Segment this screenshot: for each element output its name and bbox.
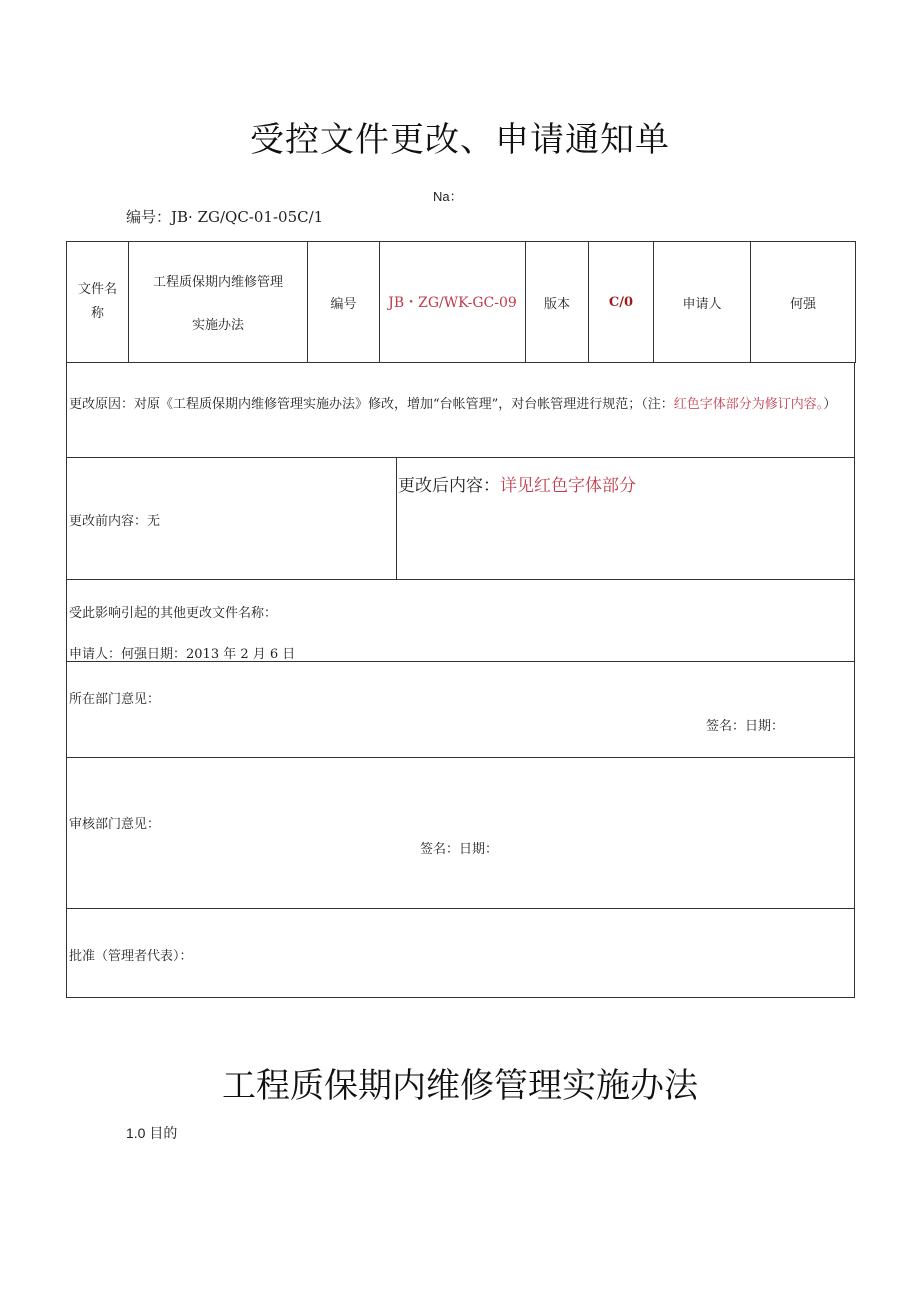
- approval-section: [66, 909, 855, 998]
- no-label: Na：: [433, 189, 463, 204]
- header-table: [66, 241, 856, 363]
- approval-label: 批准（管理者代表）：: [69, 949, 193, 964]
- reason-red-note: 红色字体部分为修订内容。: [673, 397, 824, 412]
- affected-files-label: 受此影响引起的其他更改文件名称：: [69, 606, 278, 621]
- applicant-date-line: 申请人：何强日期：2013 年 2 月 6 日: [69, 647, 296, 662]
- section-heading-purpose: 1.0 目的: [126, 1125, 178, 1141]
- department-opinion-section: [66, 662, 855, 758]
- applicant-label: 申请人: [654, 242, 751, 363]
- procedure-title: 工程质保期内维修管理实施办法: [222, 1066, 698, 1106]
- after-value: 详见红色字体部分: [500, 476, 636, 496]
- file-name-value: 工程质保期内维修管理 实施办法: [129, 242, 308, 363]
- affected-files-section: [66, 580, 855, 662]
- document-title: 受控文件更改、申请通知单: [250, 120, 670, 160]
- reason-text: 更改原因：对原《工程质保期内维修管理实施办法》修改，增加“台帐管理”，对台帐管理进行规范；（注：: [69, 397, 674, 412]
- review-opinion-section: [66, 758, 855, 909]
- document-code: 编号：JB· ZG/QC-01-05C/1: [126, 208, 324, 226]
- department-opinion-label: 所在部门意见：: [69, 692, 161, 707]
- after-content: [398, 471, 636, 496]
- change-reason-section: [66, 363, 855, 458]
- applicant-value: 何强: [751, 242, 856, 363]
- reason-close: ）: [823, 397, 837, 412]
- version-label: 版本: [526, 242, 589, 363]
- change-content-section: [66, 458, 855, 580]
- file-name-label: 文件名称: [67, 242, 129, 363]
- department-sign-date: 签名：日期：: [706, 719, 785, 734]
- version-value: C/0: [589, 242, 654, 363]
- number-label: 编号: [308, 242, 380, 363]
- after-label: 更改后内容：: [398, 476, 500, 496]
- before-content: 更改前内容：无: [69, 514, 161, 529]
- review-sign-date: 签名：日期：: [420, 842, 499, 857]
- number-value: JB・ZG/WK-GC-09: [380, 242, 526, 363]
- content-divider: [396, 458, 397, 579]
- review-opinion-label: 审核部门意见：: [69, 817, 161, 832]
